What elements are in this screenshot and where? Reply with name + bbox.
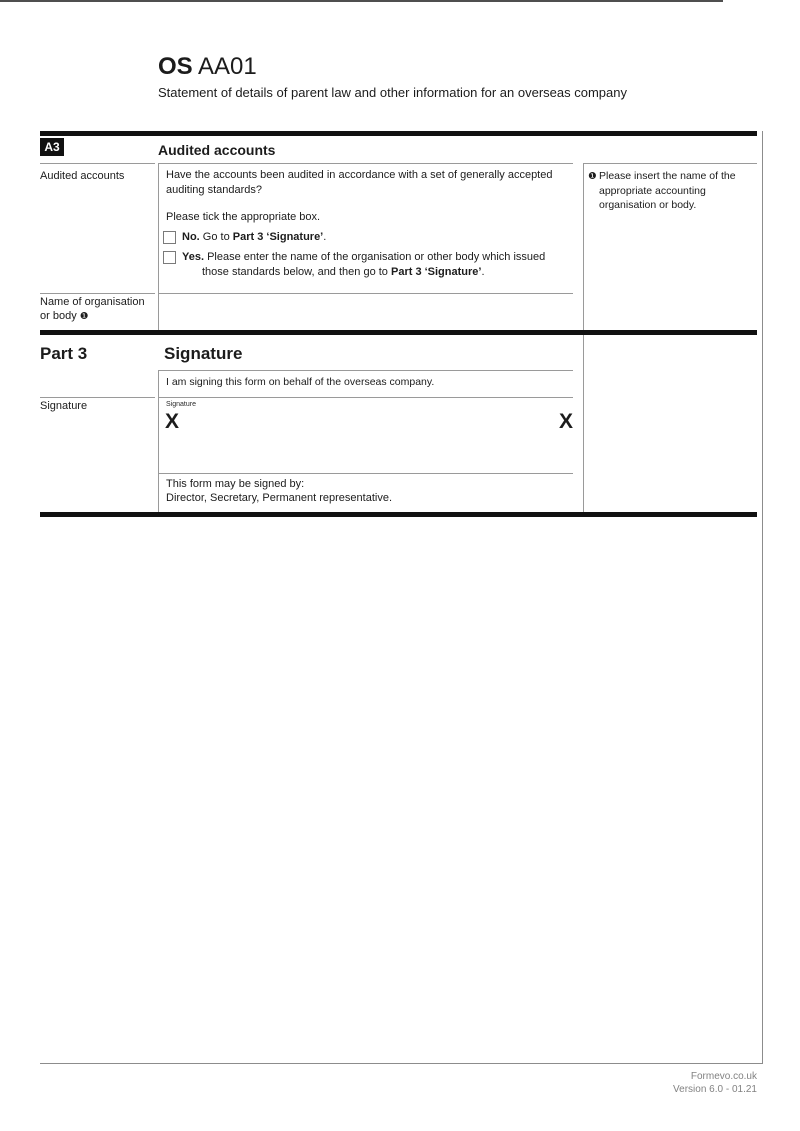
content-column-rule (158, 163, 573, 164)
signature-row-label-rule (40, 397, 155, 398)
option-no-period: . (323, 231, 327, 243)
section-a3-heading: Audited accounts (158, 142, 276, 158)
part3-label: Part 3 (40, 344, 88, 363)
option-yes-keyword: Yes. (182, 251, 205, 263)
option-yes-label-line2 (202, 265, 582, 280)
signed-by-note (166, 477, 566, 505)
sidebar-note (588, 169, 761, 212)
part3-end-divider (40, 512, 757, 517)
option-no-text: Go to (199, 231, 233, 243)
option-yes-label-line1 (182, 250, 582, 265)
part3-heading: Signature (164, 344, 243, 363)
option-yes-reference: Part 3 ‘Signature’ (390, 266, 482, 278)
top-rule (0, 0, 723, 2)
info-1-icon: ❶ (79, 311, 89, 322)
checkbox-no[interactable] (163, 231, 176, 244)
section-divider-top (40, 131, 757, 136)
page-footer (507, 1070, 757, 1096)
name-row-label-rule (40, 293, 155, 294)
organisation-name-label (40, 295, 158, 324)
form-title: Statement of details of parent law and other information for an overseas company (158, 85, 627, 100)
signed-by-line1: This form may be signed by: (166, 478, 305, 490)
part3-divider (40, 330, 757, 335)
audited-accounts-row-label: Audited accounts (40, 170, 125, 182)
label-column-rule (40, 163, 155, 164)
option-yes-text: Please enter the name of the organisation or other body which issued (204, 251, 546, 263)
page-bottom-rule (40, 1063, 763, 1064)
organisation-name-input[interactable] (159, 294, 573, 329)
tick-instruction: Please tick the appropriate box. (166, 211, 321, 223)
section-a3-badge: A3 (40, 138, 64, 156)
form-code-prefix: OS (158, 53, 193, 80)
organisation-name-label-line2 (40, 309, 158, 324)
organisation-name-label-line1: Name of organisation (40, 296, 145, 308)
sidebar-rule (583, 163, 757, 164)
form-code (158, 54, 257, 80)
option-yes-period: . (481, 266, 485, 278)
organisation-name-label-text: or body (40, 310, 80, 322)
signed-by-line2: Director, Secretary, Permanent representative. (166, 492, 393, 504)
sidebar-note-text: Please insert the name of the appropriate accounting organisation or body. (599, 170, 736, 211)
page-right-rule (762, 131, 763, 1064)
signing-statement: I am signing this form on behalf of the overseas company. (166, 376, 435, 388)
signed-by-box-top-rule (158, 473, 573, 474)
signature-x-mark-left: X (165, 410, 180, 433)
option-no-reference: Part 3 ‘Signature’ (232, 231, 324, 243)
signature-field-label: Signature (166, 401, 196, 408)
checkbox-yes[interactable] (163, 251, 176, 264)
signature-x-mark-right: X (559, 410, 574, 433)
option-no-keyword: No. (182, 231, 200, 243)
option-no-label (182, 230, 574, 245)
footer-version: Version 6.0 - 01.21 (673, 1084, 757, 1095)
signature-field[interactable] (159, 397, 573, 472)
sidebar-separator (583, 163, 584, 512)
option-yes-text2: those standards below, and then go to (202, 266, 391, 278)
info-1-icon: ❶ (588, 171, 597, 182)
audited-accounts-question: Have the accounts been audited in accordance with a set of generally accepted auditing standards? (166, 169, 553, 196)
signature-row-label: Signature (40, 400, 88, 412)
footer-site: Formevo.co.uk (690, 1071, 757, 1082)
form-code-number: AA01 (192, 53, 257, 80)
statement-box-top-rule (158, 370, 573, 371)
